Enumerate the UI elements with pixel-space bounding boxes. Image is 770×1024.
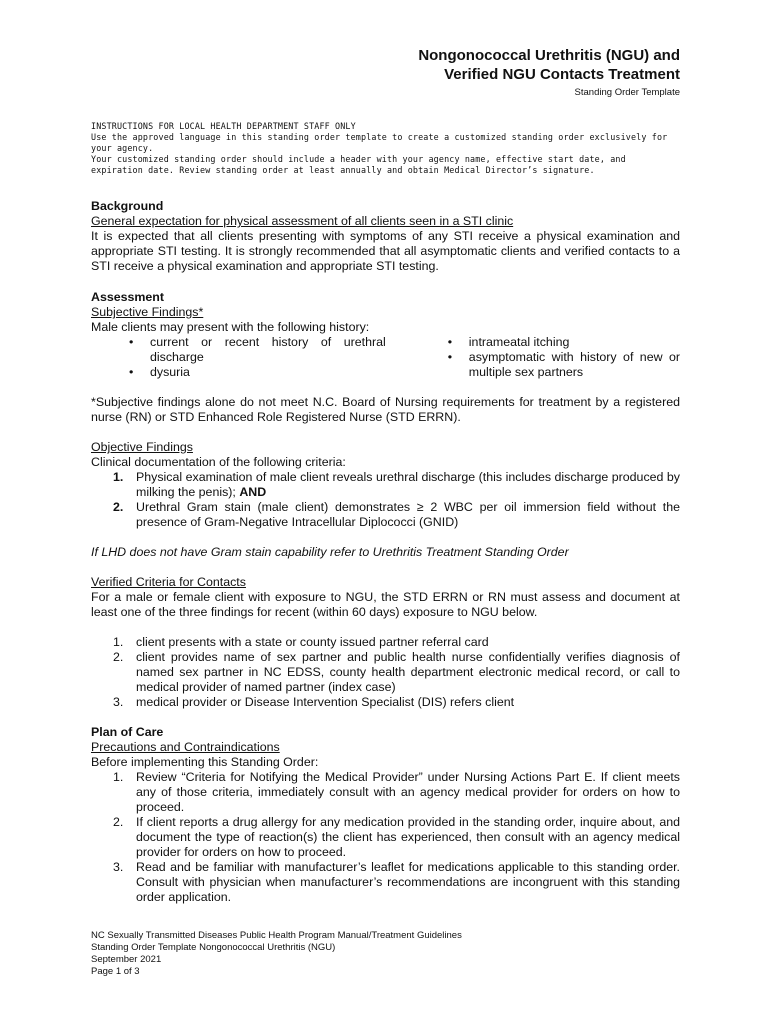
instructions-heading: INSTRUCTIONS FOR LOCAL HEALTH DEPARTMENT STAFF ONLY — [91, 121, 356, 131]
list-item — [91, 695, 680, 710]
list-number: 1. — [113, 770, 124, 784]
background-subheading: General expectation for physical assessment of all clients seen in a STI clinic — [91, 214, 514, 228]
list-number: 2. — [113, 815, 124, 829]
list-number: 3. — [113, 860, 124, 874]
staff-instructions — [91, 121, 680, 176]
list-item — [91, 470, 680, 500]
list-item: • current or recent history of urethral discharge — [125, 335, 386, 365]
footer-date: September 2021 — [91, 954, 162, 965]
footer-line2: Standing Order Template Nongonococcal Urethritis (NGU) — [91, 942, 336, 953]
list-number: 2. — [113, 650, 124, 664]
plan-of-care-section — [91, 725, 680, 905]
plan-intro: Before implementing this Standing Order: — [91, 755, 319, 769]
background-section — [91, 199, 680, 274]
list-item — [91, 860, 680, 905]
assessment-heading: Assessment — [91, 290, 165, 304]
list-text: Read and be familiar with manufacturer’s leaflet for medications applicable to this standing order. Consult with physician when manufacturer’s recommendations are incongruent with this standing order application. — [136, 860, 680, 904]
objective-findings-heading: Objective Findings — [91, 440, 193, 454]
list-number: 1. — [113, 470, 124, 484]
list-text: If client reports a drug allergy for any medication provided in the standing order, inquire about, and document the type of reaction(s) the client has experienced, then consult with an agency medical provider for orders on how to proceed. — [136, 815, 680, 859]
list-item — [91, 500, 680, 530]
list-item: • dysuria — [125, 365, 386, 380]
list-item — [91, 770, 680, 815]
instructions-line2: Your customized standing order should include a header with your agency name, effective start date, and expiration date. Review standing order at least annually and obtain Medical Director’s signature. — [91, 154, 626, 175]
bullet-column-left — [125, 335, 386, 380]
precautions-heading: Precautions and Contraindications — [91, 740, 280, 754]
objective-intro: Clinical documentation of the following criteria: — [91, 455, 346, 469]
bullet-column-right — [444, 335, 680, 380]
subjective-findings-heading: Subjective Findings* — [91, 305, 204, 319]
background-heading: Background — [91, 199, 164, 213]
list-item — [91, 635, 680, 650]
list-number: 1. — [113, 635, 124, 649]
verified-intro: For a male or female client with exposure to NGU, the STD ERRN or RN must assess and document at least one of the three findings for recent (within 60 days) exposure to NGU below. — [91, 590, 680, 619]
list-number: 3. — [113, 695, 124, 709]
list-number: 2. — [113, 500, 124, 514]
footer-line1: NC Sexually Transmitted Diseases Public Health Program Manual/Treatment Guidelines — [91, 930, 462, 941]
list-item — [91, 815, 680, 860]
verified-criteria-list — [91, 635, 680, 710]
verified-criteria-heading: Verified Criteria for Contacts — [91, 575, 246, 589]
instructions-line1: Use the approved language in this standing order template to create a customized standing order exclusively for your agency. — [91, 132, 668, 153]
page-number: Page 1 of 3 — [91, 966, 140, 977]
subjective-bullet-list — [91, 335, 680, 380]
list-item: • asymptomatic with history of new or multiple sex partners — [444, 350, 680, 380]
background-text: It is expected that all clients presenting with symptoms of any STI receive a physical examination and appropriate STI testing. It is strongly recommended that all asymptomatic clients and verified contacts to a STI receive a physical examination and appropriate STI testing. — [91, 229, 680, 273]
document-title-line1: Nongonococcal Urethritis (NGU) and — [418, 47, 680, 64]
objective-list — [91, 470, 680, 530]
subjective-intro: Male clients may present with the following history: — [91, 320, 370, 334]
title-block — [418, 46, 680, 98]
assessment-section — [91, 290, 680, 710]
list-text: Review “Criteria for Notifying the Medical Provider” under Nursing Actions Part E. If client meets any of those criteria, immediately consult with an agency medical provider for orders on how to proceed. — [136, 770, 680, 814]
document-subtitle: Standing Order Template — [574, 87, 680, 98]
list-text: Urethral Gram stain (male client) demonstrates ≥ 2 WBC per oil immersion field without the presence of Gram-Negative Intracellular Diplococci (GNID) — [136, 500, 680, 529]
list-text: medical provider or Disease Intervention Specialist (DIS) refers client — [136, 695, 515, 709]
list-text: client presents with a state or county issued partner referral card — [136, 635, 489, 649]
precautions-list — [91, 770, 680, 905]
list-emphasis: AND — [239, 485, 267, 499]
page-footer — [91, 930, 462, 978]
list-item — [91, 650, 680, 695]
list-text: client provides name of sex partner and public health nurse confidentially verifies diagnosis of named sex partner in NC EDSS, county health department electronic medical record, or call to medical provider of named partner (index case) — [136, 650, 680, 694]
list-text: Physical examination of male client reveals urethral discharge (this includes discharge produced by milking the penis); — [136, 470, 680, 499]
document-title-line2: Verified NGU Contacts Treatment — [444, 66, 680, 83]
gram-stain-note: If LHD does not have Gram stain capability refer to Urethritis Treatment Standing Order — [91, 545, 569, 559]
list-item: • intrameatal itching — [444, 335, 680, 350]
plan-heading: Plan of Care — [91, 725, 164, 739]
document-body — [91, 121, 680, 905]
subjective-note: *Subjective findings alone do not meet N.C. Board of Nursing requirements for treatment by a registered nurse (RN) or STD Enhanced Role Registered Nurse (STD ERRN). — [91, 395, 680, 424]
